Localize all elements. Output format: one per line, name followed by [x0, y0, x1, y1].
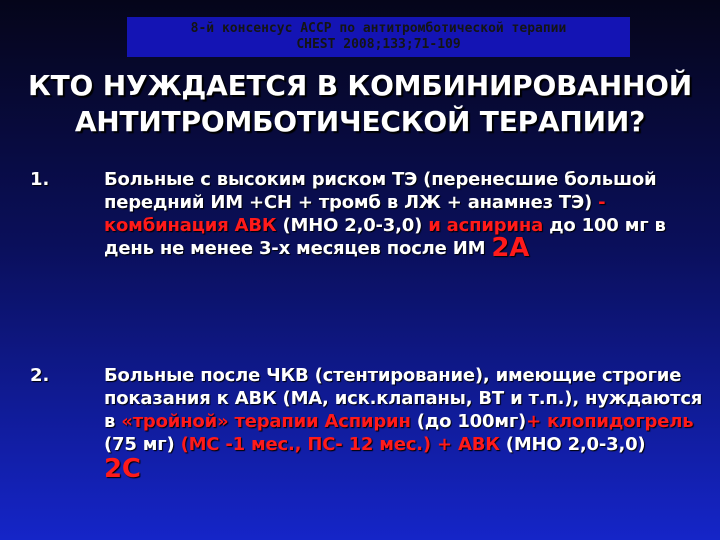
item-text-segment: - комбинация АВК — [104, 192, 606, 236]
slide-title-line1: КТО НУЖДАЕТСЯ В КОМБИНИРОВАННОЙ — [27, 69, 693, 102]
list-item-number: 1. — [30, 169, 50, 190]
item-text-segment: «тройной» терапии Аспирин — [121, 411, 411, 432]
source-header — [127, 17, 630, 57]
source-header-line1: 8-й консенсус АССР по антитромботической терапии — [190, 21, 567, 36]
item-text-segment: и аспирина — [428, 215, 544, 236]
list-item-number: 2. — [30, 365, 50, 386]
recommendation-grade: 2С — [104, 454, 141, 484]
recommendation-grade: 2А — [491, 233, 530, 263]
list-item-text — [104, 168, 704, 263]
item-text-segment: + клопидогрель — [526, 411, 694, 432]
item-text-segment: (МНО 2,0-3,0) — [276, 215, 429, 236]
item-text-segment: (МС -1 мес., ПС- 12 мес.) + АВК — [180, 434, 500, 455]
item-text-segment: (75 мг) — [104, 434, 181, 455]
item-text-segment: Больные с высоким риском ТЭ (перенесшие большой передний ИМ +СН + тромб в ЛЖ + анамнез ТЭ) — [104, 169, 657, 213]
list-item-text — [104, 364, 704, 484]
item-text-segment: Больные после ЧКВ (стентирование), имеющие строгие показания к АВК (МА, иск.клапаны, ВТ и т.п.), нуждаются в — [104, 365, 703, 432]
item-text-segment: (до 100мг) — [410, 411, 527, 432]
source-header-line2: CHEST 2008;133;71-109 — [296, 37, 461, 52]
item-text-segment: (МНО 2,0-3,0) — [499, 434, 646, 455]
slide-title-line2: АНТИТРОМБОТИЧЕСКОЙ ТЕРАПИИ? — [74, 105, 646, 138]
item-text-segment: до 100 мг в день не менее 3-х месяцев после ИМ — [104, 215, 666, 259]
slide-title — [0, 68, 720, 140]
